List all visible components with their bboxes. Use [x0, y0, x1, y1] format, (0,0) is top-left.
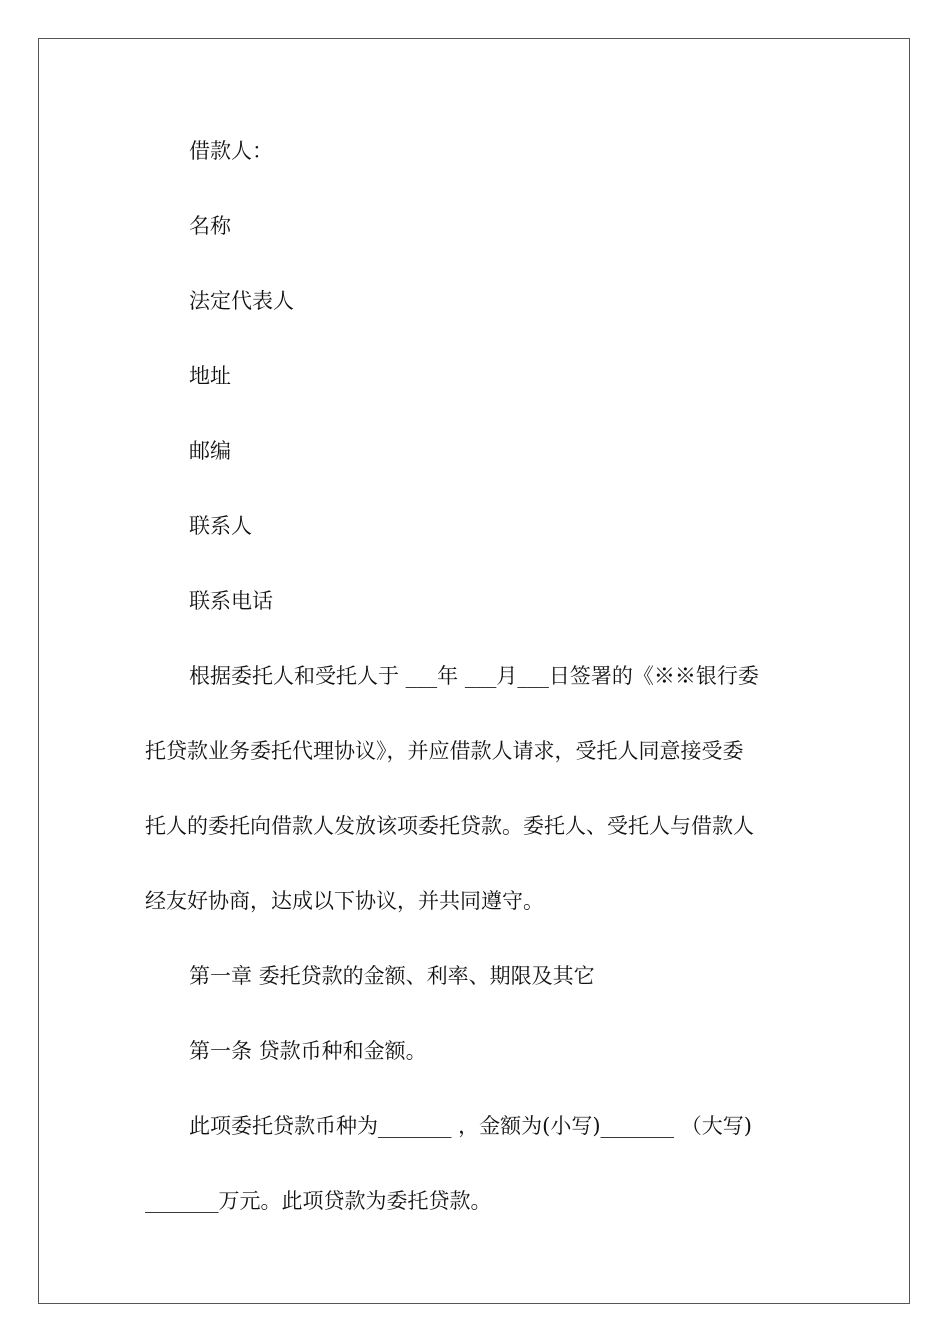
- legal-representative-label: 法定代表人: [189, 289, 294, 313]
- article-1-text-line-2: _______万元。此项贷款为委托贷款。: [145, 1189, 492, 1213]
- borrower-heading: 借款人：: [189, 139, 273, 163]
- document-body: [145, 133, 810, 1258]
- article-1-heading: 第一条 贷款币种和金额。: [189, 1039, 427, 1063]
- chapter-1-heading: 第一章 委托贷款的金额、利率、期限及其它: [189, 964, 595, 988]
- contact-person-label: 联系人: [189, 514, 252, 538]
- preamble-line-1: 根据委托人和受托人于 ___年 ___月___日签署的《※※银行委: [189, 664, 759, 688]
- postcode-label: 邮编: [189, 439, 231, 463]
- address-label: 地址: [189, 364, 231, 388]
- preamble-line-2: 托贷款业务委托代理协议》，并应借款人请求，受托人同意接受委: [145, 739, 744, 763]
- contact-phone-label: 联系电话: [189, 589, 273, 613]
- preamble-line-4: 经友好协商，达成以下协议，并共同遵守。: [145, 889, 544, 913]
- preamble-line-3: 托人的委托向借款人发放该项委托贷款。委托人、受托人与借款人: [145, 814, 754, 838]
- article-1-text-line-1: 此项委托贷款币种为_______ ，金额为(小写)_______ （大写): [189, 1114, 752, 1138]
- name-field-label: 名称: [189, 214, 231, 238]
